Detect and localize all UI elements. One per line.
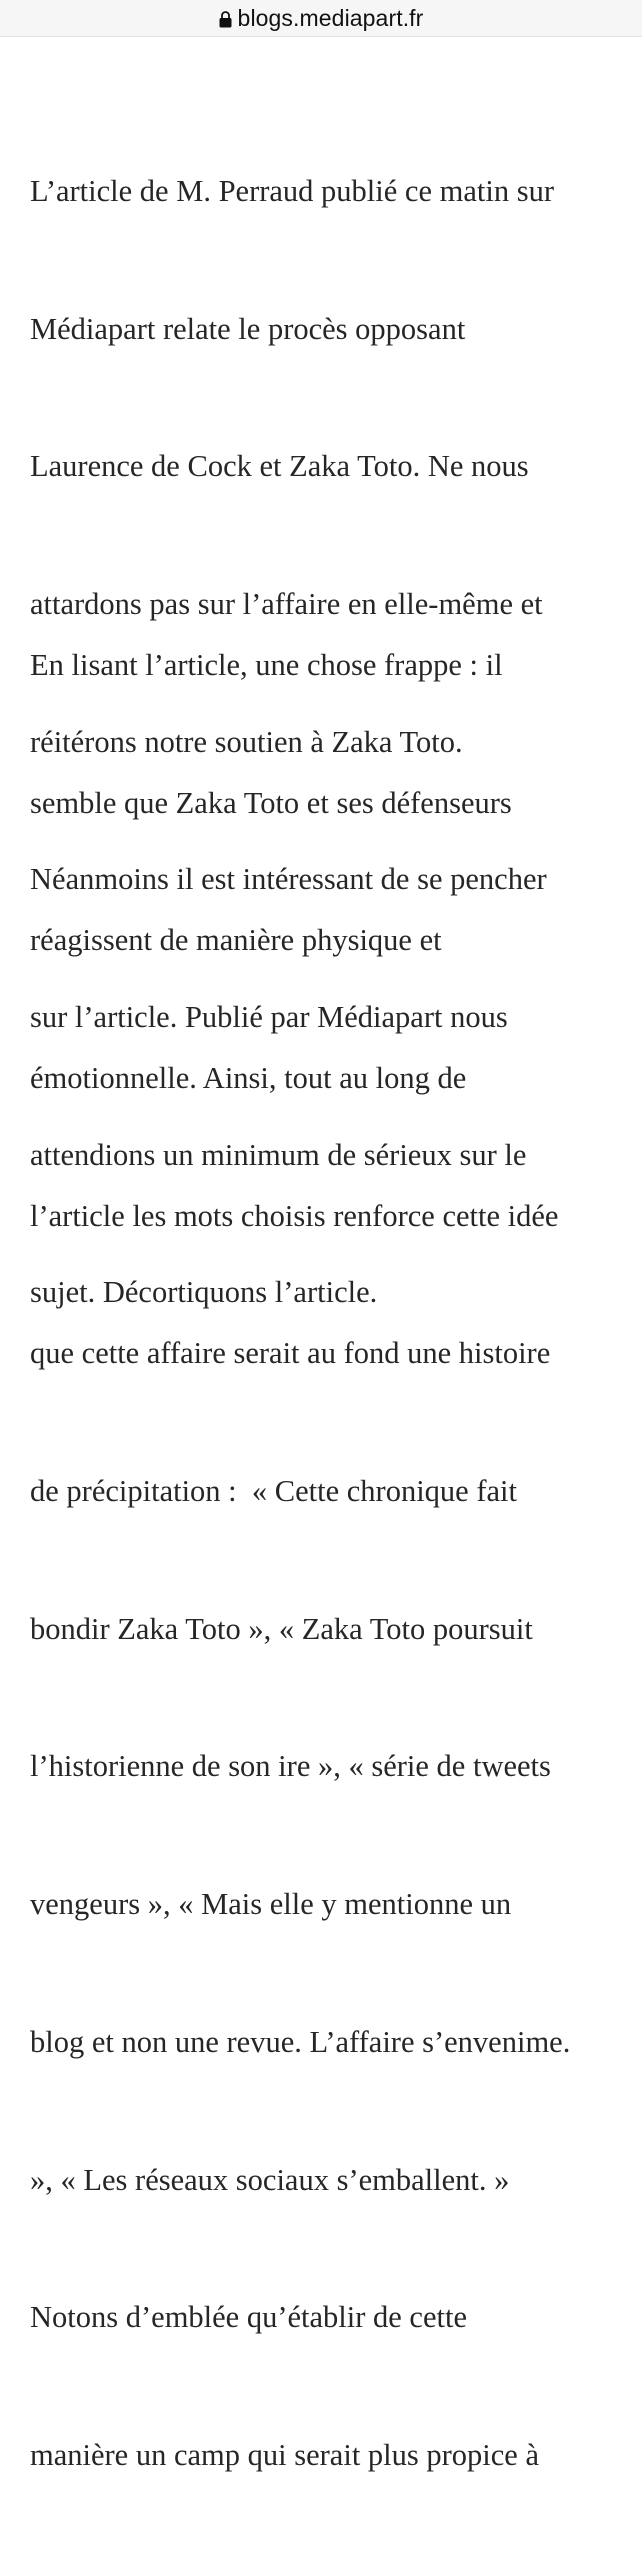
text-line: L’article de M. Perraud publié ce matin sur <box>30 173 554 208</box>
text-line: de précipitation : « Cette chronique fait <box>30 1474 517 1509</box>
text-line: réagissent de manière physique et <box>30 923 442 958</box>
lock-icon <box>219 10 232 28</box>
text-line: En lisant l’article, une chose frappe : il <box>30 647 503 682</box>
text-line: émotionnelle. Ainsi, tout au long de <box>30 1060 467 1095</box>
text-line: que cette affaire serait au fond une histoire <box>30 1336 551 1371</box>
address-bar[interactable] <box>0 0 642 37</box>
text-line: l’historienne de son ire », « série de tweets <box>30 1749 551 1784</box>
text-line: sujet. Décortiquons l’article. <box>30 1275 378 1310</box>
text-line: manière un camp qui serait plus propice à <box>30 2437 539 2472</box>
text-line: réitérons notre soutien à Zaka Toto. <box>30 724 463 759</box>
text-line: blog et non une revue. L’affaire s’envenime. <box>30 2024 571 2059</box>
text-line: attendions un minimum de sérieux sur le <box>30 1137 527 1172</box>
text-line: », « Les réseaux sociaux s’emballent. » <box>30 2162 510 2197</box>
article-paragraph <box>30 551 636 2571</box>
text-line: Néanmoins il est intéressant de se pencher <box>30 862 547 897</box>
text-line: vengeurs », « Mais elle y mentionne un <box>30 1887 512 1922</box>
text-line: semble que Zaka Toto et ses défenseurs <box>30 785 512 820</box>
text-line: Laurence de Cock et Zaka Toto. Ne nous <box>30 449 529 484</box>
url-text[interactable]: blogs.mediapart.fr <box>237 4 424 31</box>
text-line: Notons d’emblée qu’établir de cette <box>30 2300 467 2335</box>
text-line: Médiapart relate le procès opposant <box>30 311 466 346</box>
text-line: sur l’article. Publié par Médiapart nous <box>30 1000 508 1035</box>
text-line: bondir Zaka Toto », « Zaka Toto poursuit <box>30 1611 533 1646</box>
text-line: l’article les mots choisis renforce cette idée <box>30 1198 559 1233</box>
text-line: attardons pas sur l’affaire en elle-même et <box>30 586 543 621</box>
article-content <box>0 37 642 2472</box>
